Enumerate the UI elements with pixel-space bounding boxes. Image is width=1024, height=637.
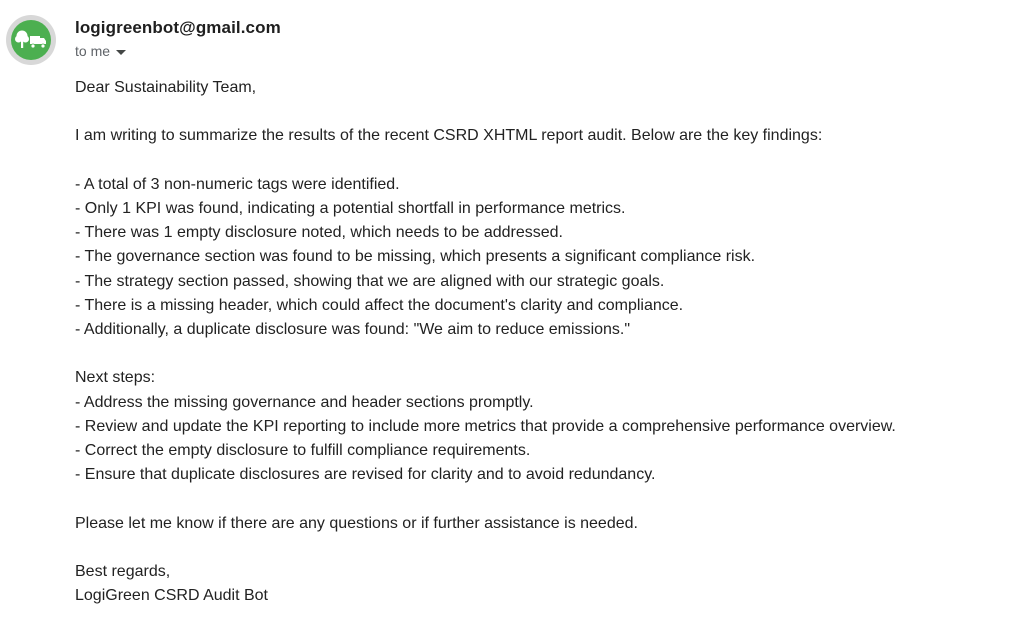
greeting: Dear Sustainability Team, <box>75 79 257 96</box>
email-header <box>75 17 281 60</box>
list-item: - Only 1 KPI was found, indicating a potential shortfall in performance metrics. <box>75 199 626 217</box>
spacer <box>75 100 1015 124</box>
list-item: - Review and update the KPI reporting to include more metrics that provide a comprehensive performance overview. <box>75 417 896 435</box>
list-item: - A total of 3 non-numeric tags were identified. <box>75 175 400 193</box>
recipient-details-toggle[interactable] <box>75 42 281 60</box>
sender-address[interactable]: logigreenbot@gmail.com <box>75 18 281 37</box>
spacer <box>75 536 1015 560</box>
tree-and-truck-icon <box>6 15 56 65</box>
recipient-label: to me <box>75 43 111 59</box>
findings-list <box>75 173 1015 342</box>
closing-paragraph: Please let me know if there are any questions or if further assistance is needed. <box>75 514 638 532</box>
list-item: - Correct the empty disclosure to fulfill compliance requirements. <box>75 442 531 459</box>
spacer <box>75 487 1015 511</box>
chevron-down-icon[interactable] <box>116 50 126 55</box>
list-item: - There was 1 empty disclosure noted, which needs to be addressed. <box>75 224 563 242</box>
list-item: - Ensure that duplicate disclosures are revised for clarity and to avoid redundancy. <box>75 466 656 484</box>
signoff: Best regards, <box>75 562 171 580</box>
spacer <box>75 342 1015 366</box>
signature: LogiGreen CSRD Audit Bot <box>75 587 268 605</box>
list-item: - Address the missing governance and header sections promptly. <box>75 393 534 411</box>
email-body <box>75 76 1015 608</box>
next-steps-heading: Next steps: <box>75 369 156 387</box>
list-item: - The governance section was found to be missing, which presents a significant compliance risk. <box>75 248 756 266</box>
list-item: - The strategy section passed, showing that we are aligned with our strategic goals. <box>75 272 665 290</box>
list-item: - There is a missing header, which could affect the document's clarity and compliance. <box>75 296 684 314</box>
next-steps-list <box>75 391 1015 488</box>
sender-avatar[interactable] <box>6 15 56 65</box>
spacer <box>75 149 1015 173</box>
intro-paragraph: I am writing to summarize the results of the recent CSRD XHTML report audit. Below are the key findings: <box>75 127 823 145</box>
list-item: - Additionally, a duplicate disclosure was found: "We aim to reduce emissions." <box>75 321 631 338</box>
